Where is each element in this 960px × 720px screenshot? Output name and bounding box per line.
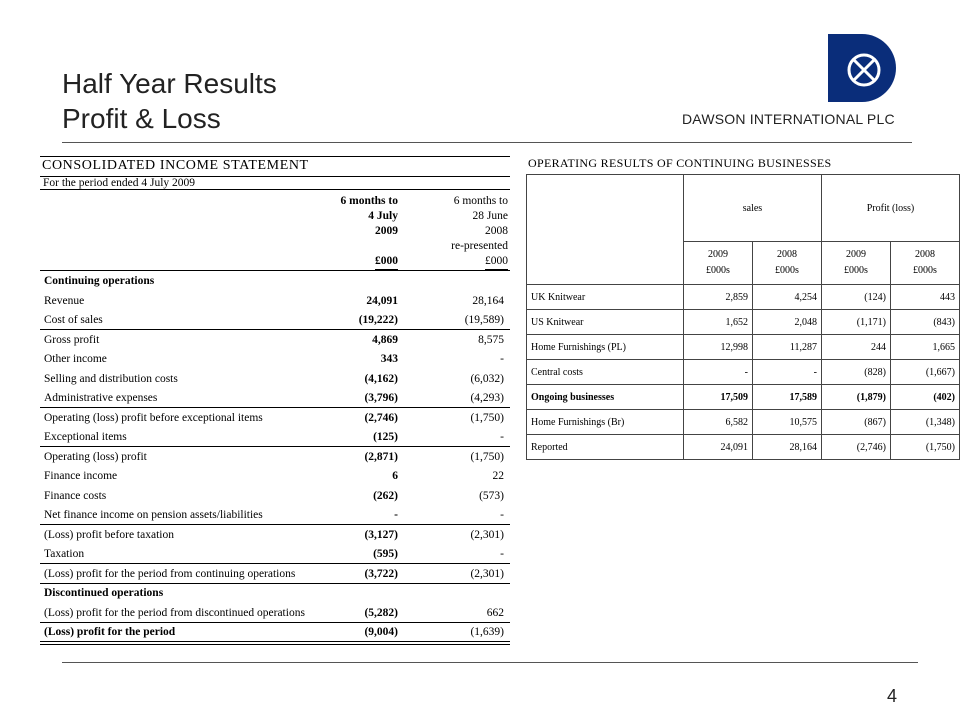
statement-row [40,311,510,330]
operating-value: 10,575 [752,410,821,435]
value-2008: (573) [479,489,504,502]
row-label: Exceptional items [44,431,127,443]
statement-heading: CONSOLIDATED INCOME STATEMENT [40,156,510,176]
business-label: Ongoing businesses [527,385,684,410]
title-line-1: Half Year Results [62,68,277,99]
business-label: Home Furnishings (PL) [527,335,684,360]
value-2009: (125) [373,431,398,443]
operating-results-title: OPERATING RESULTS OF CONTINUING BUSINESSES [528,156,832,170]
operating-value: 244 [821,335,890,360]
value-2008: - [500,431,504,443]
operating-row [527,310,960,335]
operating-value: (402) [890,385,959,410]
row-label: Net finance income on pension assets/liabilities [44,509,263,521]
row-label: Revenue [44,294,85,307]
statement-period: For the period ended 4 July 2009 [40,176,510,190]
operating-value: (124) [821,285,890,310]
value-2008: (2,301) [470,528,504,541]
value-2008: (6,032) [470,372,504,385]
sales-header: sales [684,175,822,242]
statement-row [40,545,510,564]
operating-value: 6,582 [684,410,753,435]
title-line-2: Profit & Loss [62,103,221,134]
row-label: (Loss) profit before taxation [44,528,174,541]
row-label: Finance costs [44,489,107,502]
value-2009: (9,004) [364,626,398,638]
operating-value: (843) [890,310,959,335]
value-2008: - [500,509,504,521]
row-label: (Loss) profit for the period from discontinued operations [44,606,305,619]
value-2008: (4,293) [470,392,504,404]
statement-row [40,604,510,623]
page-title [62,66,277,136]
row-label: Other income [44,353,107,365]
row-label: Cost of sales [44,314,103,326]
statement-row [40,526,510,545]
value-2009: (5,282) [364,606,398,619]
value-2008: - [500,548,504,560]
operating-row [527,285,960,310]
statement-row [40,467,510,486]
operating-value: 4,254 [752,285,821,310]
operating-value: - [684,360,753,385]
value-2008: (2,301) [470,567,504,580]
header-underline [40,270,510,271]
value-2008: 8,575 [478,333,504,346]
row-label: Administrative expenses [44,392,158,404]
dawson-logo-icon [828,34,896,102]
value-2009: (2,746) [364,411,398,424]
page-number: 4 [887,686,898,706]
operating-value: 28,164 [752,435,821,460]
row-label: Finance income [44,470,118,482]
operating-value: (1,667) [890,360,959,385]
operating-value: (828) [821,360,890,385]
operating-row [527,435,960,460]
footer-divider [62,662,918,663]
value-2008: (1,750) [470,411,504,424]
value-2009: (3,796) [364,392,398,404]
value-2009: (4,162) [364,372,398,385]
statement-row [40,487,510,506]
value-2008: 28,164 [472,294,504,307]
row-label: Gross profit [44,333,100,346]
value-2009: (3,127) [364,528,398,541]
row-label: Selling and distribution costs [44,372,178,385]
operating-row [527,360,960,385]
column-header-2009: 6 months to 4 July 2009 £000 [330,194,398,270]
row-label: Continuing operations [44,275,155,287]
value-2009: (595) [373,548,398,560]
operating-value: 2,859 [684,285,753,310]
value-2009: 6 [392,470,398,482]
row-label: (Loss) profit for the period [44,626,176,638]
statement-row [40,331,510,350]
header-divider [62,142,912,143]
operating-value: 17,589 [752,385,821,410]
value-2009: 24,091 [366,294,398,307]
statement-row [40,370,510,389]
blank-header-cell [527,175,684,285]
statement-row [40,272,510,291]
value-2008: 662 [486,606,504,619]
operating-value: 12,998 [684,335,753,360]
operating-value: 17,509 [684,385,753,410]
statement-row [40,565,510,584]
profit-header: Profit (loss) [821,175,959,242]
operating-results-table [526,174,960,460]
sub-header: 2008 £000s [890,242,959,285]
statement-bottom-rule [40,644,510,645]
operating-value: 1,652 [684,310,753,335]
operating-row [527,410,960,435]
operating-value: (1,171) [821,310,890,335]
statement-row [40,292,510,311]
statement-row [40,428,510,447]
operating-value: 1,665 [890,335,959,360]
operating-value: 2,048 [752,310,821,335]
row-underline [40,641,510,642]
value-2009: - [394,509,398,521]
value-2009: (262) [373,489,398,502]
statement-row [40,350,510,369]
business-label: Central costs [527,360,684,385]
statement-row [40,623,510,642]
value-2008: 22 [492,470,504,482]
operating-value: 24,091 [684,435,753,460]
value-2008: (1,639) [470,626,504,638]
column-header-2008: 6 months to 28 June 2008 re-presented £000 [408,194,508,270]
sub-header: 2009 £000s [684,242,753,285]
row-label: Taxation [44,548,85,560]
operating-value: 443 [890,285,959,310]
row-label: Operating (loss) profit before exceptional items [44,411,263,424]
operating-value: (2,746) [821,435,890,460]
value-2009: (3,722) [364,567,398,580]
value-2009: 343 [380,353,398,365]
row-label: Discontinued operations [44,587,164,599]
statement-row [40,448,510,467]
operating-value: (867) [821,410,890,435]
value-2008: (1,750) [470,450,504,463]
value-2009: (19,222) [358,314,398,326]
sub-header: 2009 £000s [821,242,890,285]
operating-row [527,385,960,410]
operating-value: (1,879) [821,385,890,410]
statement-row [40,584,510,603]
operating-row [527,335,960,360]
operating-value: - [752,360,821,385]
value-2009: 4,869 [372,333,398,346]
value-2008: - [500,353,504,365]
business-label: US Knitwear [527,310,684,335]
row-label: (Loss) profit for the period from continuing operations [44,567,296,580]
sub-header: 2008 £000s [752,242,821,285]
value-2009: (2,871) [364,450,398,463]
statement-row [40,506,510,525]
business-label: UK Knitwear [527,285,684,310]
company-name: DAWSON INTERNATIONAL PLC [682,111,895,127]
statement-row [40,389,510,408]
operating-value: (1,348) [890,410,959,435]
statement-row [40,409,510,428]
value-2008: (19,589) [464,314,504,326]
row-label: Operating (loss) profit [44,450,147,463]
business-label: Reported [527,435,684,460]
operating-value: 11,287 [752,335,821,360]
business-label: Home Furnishings (Br) [527,410,684,435]
operating-value: (1,750) [890,435,959,460]
